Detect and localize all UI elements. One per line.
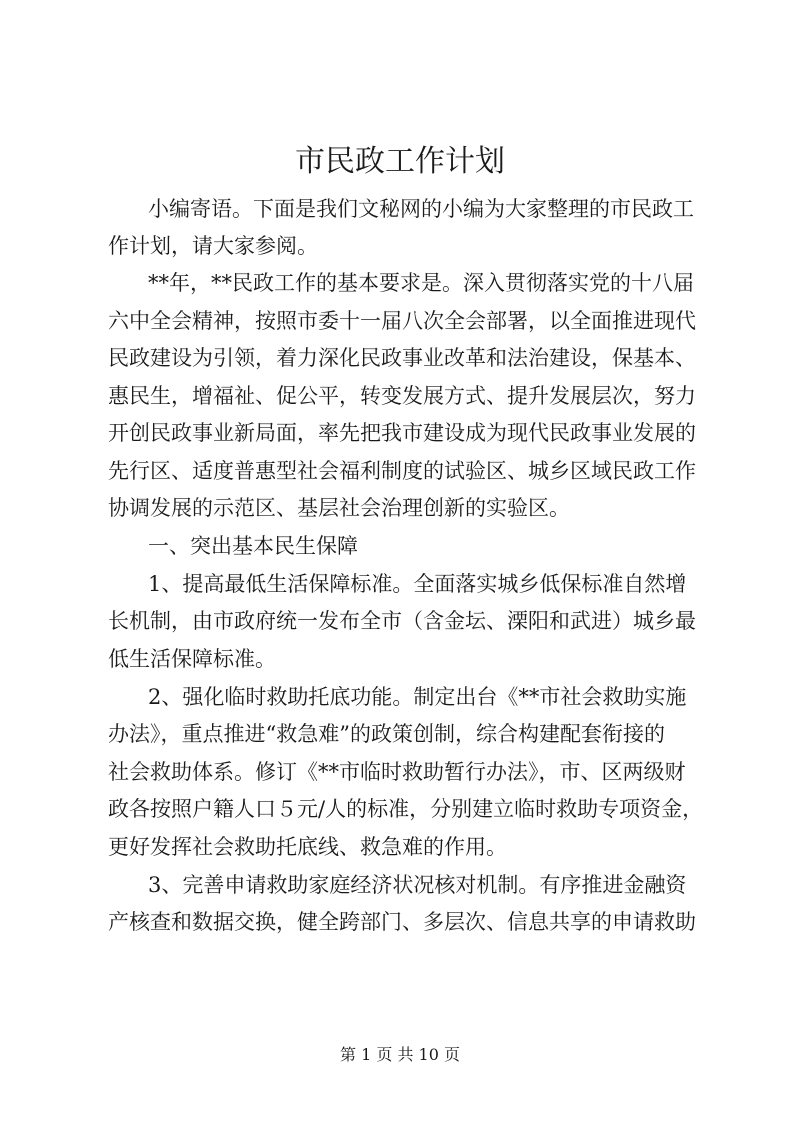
paragraph-line: 长机制，由市政府统一发布全市（含金坛、溧阳和武进）城乡最 xyxy=(108,609,696,633)
page-footer: 第 1 页 共 10 页 xyxy=(340,1045,460,1064)
paragraph-line: 低生活保障标准。 xyxy=(108,647,276,671)
document-title: 市民政工作计划 xyxy=(295,144,505,179)
paragraph-line: 产核查和数据交换，健全跨部门、多层次、信息共享的申请救助 xyxy=(108,910,696,934)
paragraph-line: 更好发挥社会救助托底线、救急难的作用。 xyxy=(108,835,507,859)
paragraph-line: 社会救助体系。修订《**市临时救助暂行办法》，市、区两级财 xyxy=(108,760,686,784)
paragraph-line: 2、强化临时救助托底功能。制定出台《**市社会救助实施 xyxy=(148,685,687,709)
paragraph-line: 协调发展的示范区、基层社会治理创新的实验区。 xyxy=(108,496,570,520)
paragraph-line: 3、完善申请救助家庭经济状况核对机制。有序推进金融资 xyxy=(148,873,687,897)
paragraph-line: 办法》，重点推进“救急难”的政策创制，综合构建配套衔接的 xyxy=(108,722,665,746)
paragraph-line: 惠民生，增福祉、促公平，转变发展方式、提升发展层次，努力 xyxy=(108,384,696,408)
section-heading: 一、突出基本民生保障 xyxy=(148,534,358,558)
paragraph-line: **年，**民政工作的基本要求是。深入贯彻落实党的十八届 xyxy=(148,271,694,295)
paragraph-line: 六中全会精神，按照市委十一届八次全会部署，以全面推进现代 xyxy=(108,309,696,333)
paragraph-line: 政各按照户籍人口５元/人的标准，分别建立临时救助专项资金， xyxy=(108,797,704,821)
paragraph-line: 1、提高最低生活保障标准。全面落实城乡低保标准自然增 xyxy=(148,572,687,596)
paragraph-line: 先行区、适度普惠型社会福利制度的试验区、城乡区域民政工作 xyxy=(108,459,696,483)
paragraph-line: 开创民政事业新局面，率先把我市建设成为现代民政事业发展的 xyxy=(108,421,696,445)
paragraph-line: 民政建设为引领，着力深化民政事业改革和法治建设，保基本、 xyxy=(108,346,696,370)
paragraph-line: 作计划，请大家参阅。 xyxy=(108,234,318,258)
paragraph-line: 小编寄语。下面是我们文秘网的小编为大家整理的市民政工 xyxy=(148,197,694,221)
